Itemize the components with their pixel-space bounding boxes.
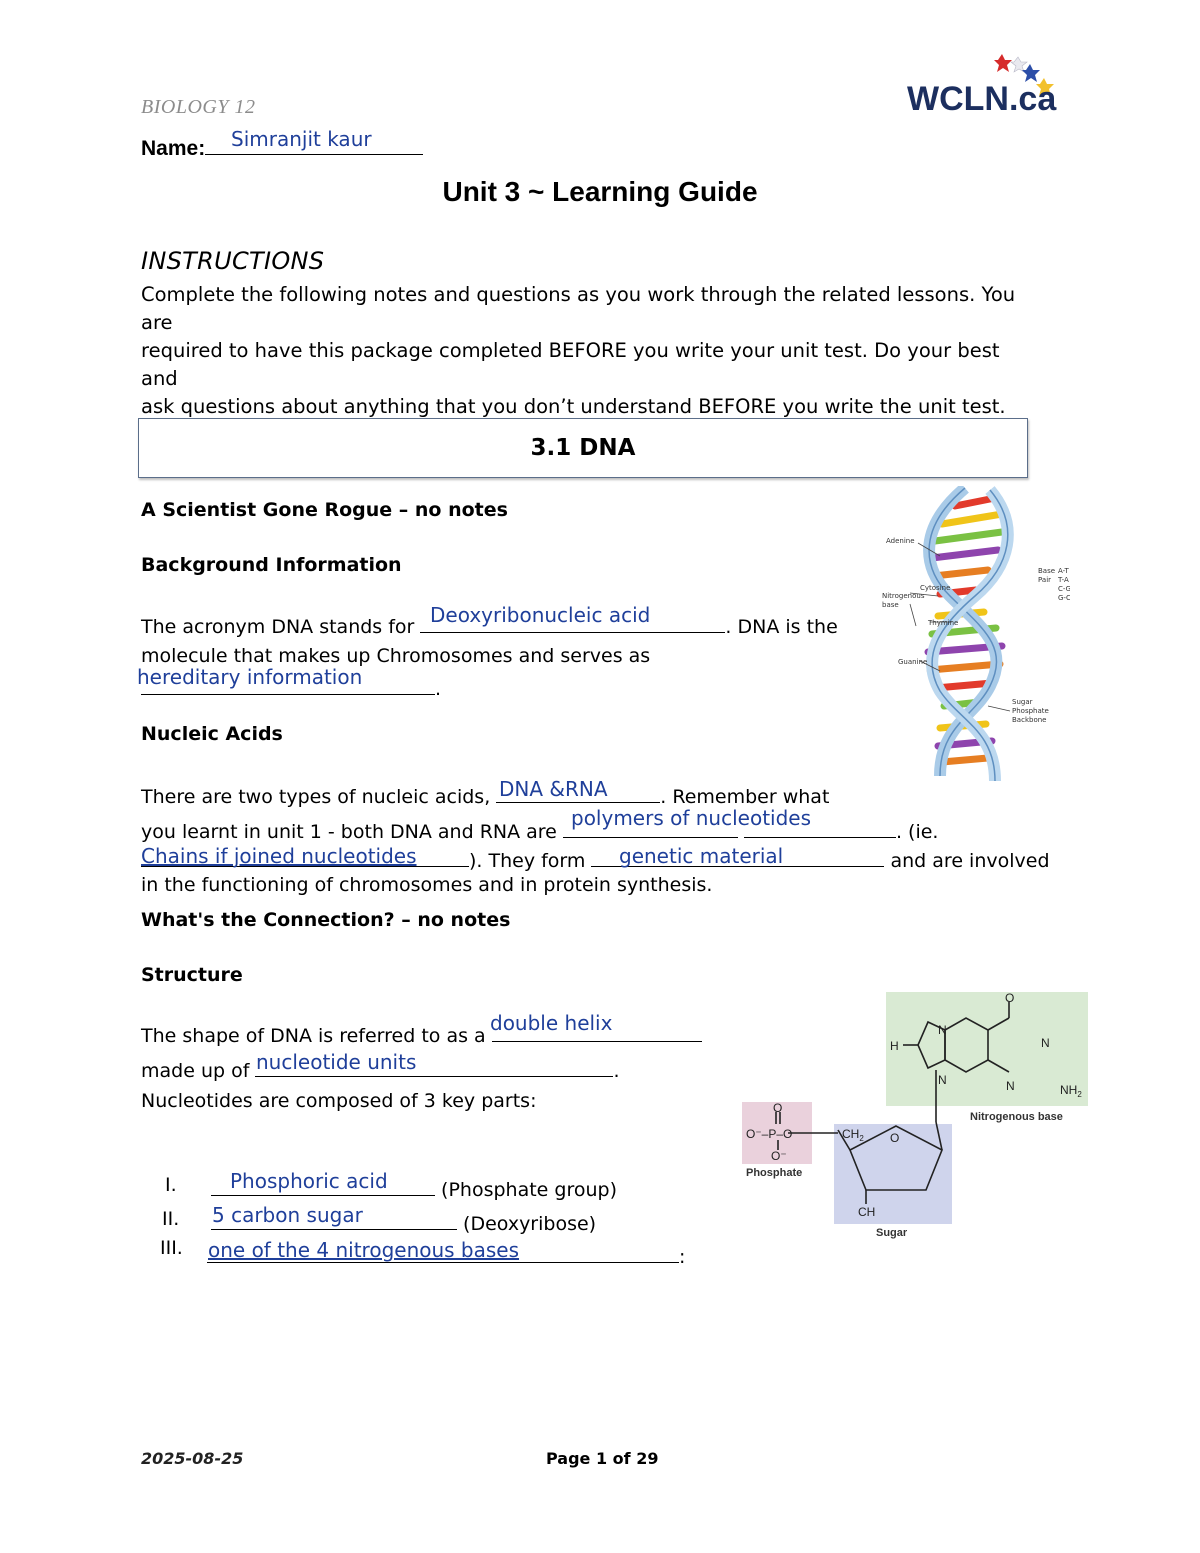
atom-label: N <box>1006 1079 1015 1093</box>
part-after: (Deoxyribose) <box>463 1213 597 1235</box>
part-numeral: II. <box>162 1208 180 1230</box>
part-answer[interactable]: Phosphoric acid <box>230 1169 388 1193</box>
nucleotide-structure-icon <box>738 990 1090 1240</box>
part-numeral: I. <box>165 1174 177 1196</box>
types-answer[interactable]: DNA &RNA <box>499 777 608 801</box>
label-pair-at: A-T <box>1058 567 1069 575</box>
label-cytosine: Cytosine <box>920 584 951 592</box>
instructions-line: ask questions about anything that you don’t understand BEFORE you write the unit test. <box>141 395 1006 418</box>
structure-heading: Structure <box>141 964 243 986</box>
connection-heading: What's the Connection? – no notes <box>141 909 511 931</box>
atom-label: N <box>938 1073 947 1087</box>
label-sugar: Sugar <box>876 1227 908 1239</box>
atom-label: O <box>773 1101 783 1115</box>
nucleic-heading: Nucleic Acids <box>141 723 283 745</box>
atom-label: O <box>1005 991 1015 1005</box>
part-after: (Phosphate group) <box>441 1179 618 1201</box>
nucleic-mid: ). They form <box>469 850 592 872</box>
nucleic-after: and are involved <box>884 850 1050 872</box>
polymers-answer[interactable]: polymers of nucleotides <box>571 806 812 830</box>
part-answer[interactable]: one of the 4 nitrogenous bases <box>208 1238 520 1262</box>
label-nitrogenous-base: Nitrogenous base <box>970 1111 1063 1123</box>
label-base-pair: Pair <box>1038 576 1052 584</box>
atom-label: N <box>938 1023 947 1037</box>
made-up-after: . <box>613 1060 620 1082</box>
nucleic-line-2 <box>141 815 938 844</box>
nucleic-line-4: in the functioning of chromosomes and in protein synthesis. <box>141 874 713 896</box>
label-base: base <box>882 601 899 609</box>
nucleic-text: There are two types of nucleic acids, <box>141 786 497 808</box>
part-numeral: III. <box>160 1237 183 1259</box>
units-answer[interactable]: nucleotide units <box>256 1050 417 1074</box>
nucleotide-figure <box>738 990 1090 1240</box>
dna-helix-figure <box>880 486 1070 786</box>
nucleic-after: . (ie. <box>895 821 939 843</box>
label-sugar: Sugar <box>1012 698 1033 706</box>
acronym-answer[interactable]: Deoxyribonucleic acid <box>430 603 651 627</box>
genetic-answer[interactable]: genetic material <box>619 844 784 868</box>
page-mid: of <box>607 1449 637 1468</box>
name-answer[interactable]: Simranjit kaur <box>231 127 372 151</box>
label-phosphate: Phosphate <box>1012 707 1049 715</box>
label-thymine: Thymine <box>928 619 959 627</box>
label-adenine: Adenine <box>886 537 915 545</box>
shape-text: The shape of DNA is referred to as a <box>141 1025 492 1047</box>
label-pair-ta: T-A <box>1058 576 1069 584</box>
page-total: 29 <box>636 1449 659 1468</box>
atom-label: O⁻ <box>771 1149 787 1163</box>
label-nitrogenous: Nitrogenous <box>882 592 925 600</box>
instructions-line: required to have this package completed BEFORE you write your unit test. Do your best and <box>141 339 1000 390</box>
subject-label: BIOLOGY 12 <box>141 96 256 118</box>
nucleic-after: . Remember what <box>660 786 830 808</box>
page-title: Unit 3 ~ Learning Guide <box>442 176 758 207</box>
name-label: Name: <box>141 137 206 160</box>
part-after: : <box>679 1246 686 1268</box>
hereditary-after: . <box>435 678 442 700</box>
label-guanine: Guanine <box>898 658 928 666</box>
page-number <box>546 1449 658 1468</box>
nucleic-text: you learnt in unit 1 - both DNA and RNA are <box>141 821 563 843</box>
atom-label: $CH_2$ <box>842 1127 864 1143</box>
hereditary-answer[interactable]: hereditary information <box>137 665 363 689</box>
instructions-line: Complete the following notes and questions as you work through the related lessons. You are <box>141 283 1016 334</box>
dna-helix-icon <box>880 486 1070 786</box>
section-box <box>138 418 1028 478</box>
section-title: 3.1 DNA <box>530 435 636 461</box>
molecule-line: molecule that makes up Chromosomes and serves as <box>141 645 651 667</box>
scientist-heading: A Scientist Gone Rogue – no notes <box>141 499 508 521</box>
atom-label: O⁻–P–O <box>746 1127 793 1141</box>
nucleic-line-1 <box>141 780 829 809</box>
label-phosphate: Phosphate <box>746 1167 803 1179</box>
atom-label: O <box>890 1131 900 1145</box>
shape-line <box>141 1019 702 1048</box>
label-pair-gc: G-C <box>1058 594 1070 602</box>
page-prefix: Page <box>546 1449 596 1468</box>
atom-label: $NH_2$ <box>1060 1083 1082 1099</box>
acronym-text: The acronym DNA stands for <box>141 616 421 638</box>
atom-label: CH <box>858 1205 876 1219</box>
background-heading: Background Information <box>141 554 402 576</box>
label-pair-cg: C-G <box>1058 585 1070 593</box>
shape-answer[interactable]: double helix <box>490 1011 613 1035</box>
atom-label: H <box>890 1039 899 1053</box>
part-answer[interactable]: 5 carbon sugar <box>212 1203 363 1227</box>
instructions-heading: INSTRUCTIONS <box>141 247 325 275</box>
logo-text: WCLN.ca <box>907 80 1057 118</box>
atom-label: N <box>1041 1036 1050 1050</box>
acronym-after: . DNA is the <box>725 616 838 638</box>
label-backbone: Backbone <box>1012 716 1047 724</box>
wcln-logo <box>906 50 1066 120</box>
label-base-pair: Base <box>1038 567 1056 575</box>
instructions-text <box>141 281 1041 421</box>
parts-intro: Nucleotides are composed of 3 key parts: <box>141 1090 537 1112</box>
page-current: 1 <box>595 1449 608 1468</box>
footer-date: 2025-08-25 <box>141 1449 244 1468</box>
made-up-text: made up of <box>141 1060 256 1082</box>
chains-answer[interactable]: Chains if joined nucleotides <box>141 844 417 868</box>
